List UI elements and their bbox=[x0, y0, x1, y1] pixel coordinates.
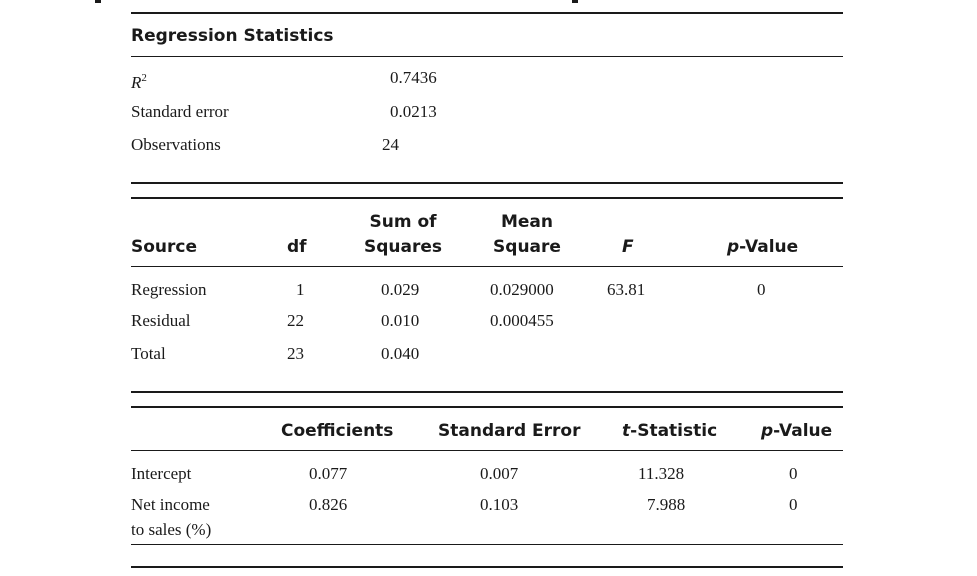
table-top-rule bbox=[131, 406, 843, 408]
f-cell: 63.81 bbox=[607, 280, 646, 299]
col-header-t-statistic bbox=[622, 421, 717, 441]
col-header-p-value bbox=[761, 421, 832, 441]
col-header-mean-square-line1: Mean bbox=[500, 212, 554, 232]
df-cell: 23 bbox=[287, 344, 304, 363]
standard-error-value: 0.0213 bbox=[390, 102, 437, 121]
table-bottom-rule bbox=[131, 182, 843, 184]
col-header-f: F bbox=[622, 237, 634, 257]
t-statistic-cell: 11.328 bbox=[638, 464, 685, 483]
t-statistic-suffix: -Statistic bbox=[630, 421, 718, 441]
col-header-source: Source bbox=[131, 237, 198, 257]
observations-value: 24 bbox=[382, 135, 399, 154]
col-header-sum-of-squares-line2: Squares bbox=[363, 237, 443, 257]
p-value-cell: 0 bbox=[789, 495, 798, 514]
standard-error-cell: 0.007 bbox=[480, 464, 519, 483]
t-statistic-cell: 7.988 bbox=[647, 495, 686, 514]
sum-of-squares-cell: 0.029 bbox=[381, 280, 420, 299]
r-symbol: R bbox=[131, 73, 142, 92]
observations-label: Observations bbox=[131, 135, 221, 154]
coefficient-cell: 0.077 bbox=[309, 464, 348, 483]
mean-square-cell: 0.000455 bbox=[490, 311, 554, 330]
source-cell: Residual bbox=[131, 311, 191, 330]
table-top-rule bbox=[131, 12, 843, 14]
col-header-df: df bbox=[287, 237, 307, 257]
p-value-cell: 0 bbox=[757, 280, 766, 299]
r-squared-value: 0.7436 bbox=[390, 68, 437, 87]
cropped-text-fragment-left bbox=[95, 0, 101, 3]
p-symbol: p bbox=[727, 237, 740, 257]
table-end-rule bbox=[131, 566, 843, 568]
header-rule bbox=[131, 56, 843, 57]
df-cell: 1 bbox=[296, 280, 305, 299]
header-rule bbox=[131, 266, 843, 267]
standard-error-label: Standard error bbox=[131, 102, 229, 121]
sum-of-squares-cell: 0.040 bbox=[381, 344, 420, 363]
sum-of-squares-cell: 0.010 bbox=[381, 311, 420, 330]
r-squared-label bbox=[131, 68, 147, 93]
p-symbol: p bbox=[761, 421, 774, 441]
variable-cell: Intercept bbox=[131, 464, 192, 483]
col-header-standard-error: Standard Error bbox=[438, 421, 581, 441]
t-symbol: t bbox=[622, 421, 631, 441]
standard-error-cell: 0.103 bbox=[480, 495, 519, 514]
p-value-suffix: -Value bbox=[739, 237, 799, 257]
col-header-mean-square-line2: Square bbox=[493, 237, 561, 257]
r-squared-superscript: 2 bbox=[141, 72, 147, 84]
coefficient-cell: 0.826 bbox=[309, 495, 348, 514]
p-value-suffix: -Value bbox=[773, 421, 833, 441]
variable-cell-line2: to sales (%) bbox=[131, 520, 212, 539]
p-value-cell: 0 bbox=[789, 464, 798, 483]
table-bottom-rule bbox=[131, 544, 843, 545]
source-cell: Regression bbox=[131, 280, 207, 299]
table-bottom-rule bbox=[131, 391, 843, 393]
col-header-p-value bbox=[727, 237, 798, 257]
cropped-text-fragment-right bbox=[572, 0, 578, 3]
col-header-sum-of-squares-line1: Sum of bbox=[369, 212, 437, 232]
col-header-coefficients: Coefficients bbox=[281, 421, 394, 441]
mean-square-cell: 0.029000 bbox=[490, 280, 554, 299]
df-cell: 22 bbox=[287, 311, 304, 330]
table-top-rule bbox=[131, 197, 843, 199]
source-cell: Total bbox=[131, 344, 166, 363]
regression-statistics-title: Regression Statistics bbox=[131, 26, 334, 46]
variable-cell: Net income bbox=[131, 495, 210, 514]
header-rule bbox=[131, 450, 843, 451]
